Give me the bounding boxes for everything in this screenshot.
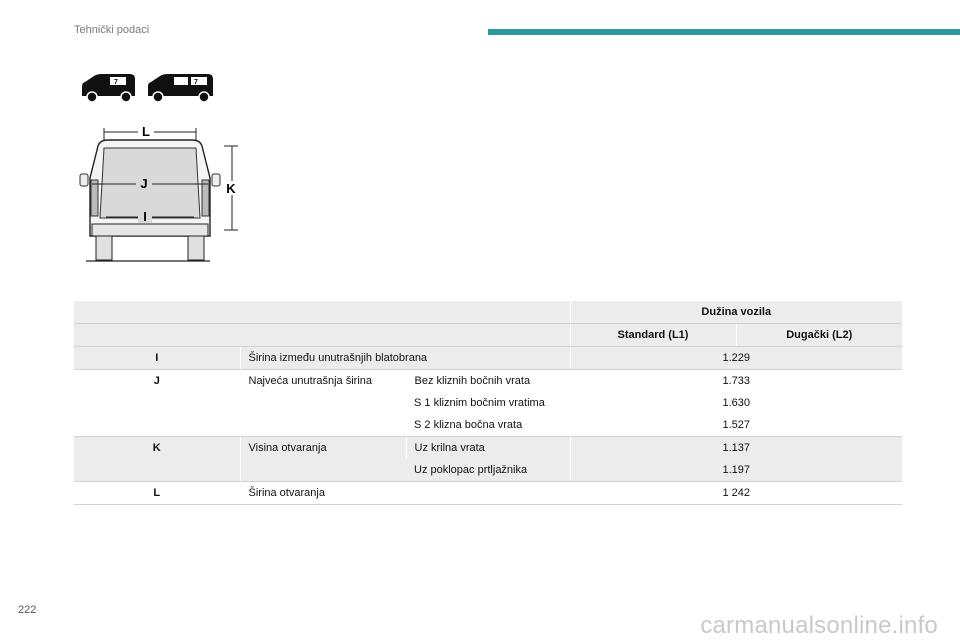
section-title: Tehnički podaci xyxy=(74,24,150,36)
svg-text:7: 7 xyxy=(194,79,198,86)
row-code: J xyxy=(74,370,240,437)
row-value: 1.630 xyxy=(570,392,902,414)
row-sub-label: Uz krilna vrata xyxy=(406,437,570,460)
row-sub-label: S 2 klizna bočna vrata xyxy=(406,414,570,437)
vehicle-length-header: Dužina vozila xyxy=(570,301,902,324)
row-value: 1.527 xyxy=(570,414,902,437)
header-accent-bar xyxy=(488,29,960,35)
dimensions-table xyxy=(74,301,902,505)
row-value: 1.137 xyxy=(570,437,902,460)
van-short-icon xyxy=(82,74,135,102)
watermark-link[interactable]: carmanualsonline.info xyxy=(700,612,938,639)
dim-label-l: L xyxy=(142,124,150,139)
table-subheader-row xyxy=(74,324,902,347)
row-value: 1.229 xyxy=(570,347,902,370)
col-standard-header: Standard (L1) xyxy=(570,324,736,347)
row-value: 1 242 xyxy=(570,482,902,505)
row-sub-label: Uz poklopac prtljažnika xyxy=(406,459,570,482)
row-code: K xyxy=(74,437,240,482)
table-row xyxy=(74,347,902,370)
row-description: Širina između unutrašnjih blatobrana xyxy=(240,347,570,370)
van-long-icon xyxy=(148,74,213,102)
table-header-row xyxy=(74,301,902,324)
table-row xyxy=(74,370,902,393)
page-number: 222 xyxy=(18,604,37,616)
dim-label-i: I xyxy=(143,209,147,224)
row-code: I xyxy=(74,347,240,370)
row-code: L xyxy=(74,482,240,505)
svg-text:7: 7 xyxy=(114,79,118,86)
row-value: 1.733 xyxy=(570,370,902,393)
van-pictograms xyxy=(80,70,220,106)
row-sub-label: S 1 kliznim bočnim vratima xyxy=(414,397,545,409)
rear-dimension-diagram xyxy=(72,118,242,266)
dim-label-j: J xyxy=(140,176,148,191)
col-long-header: Dugački (L2) xyxy=(736,324,902,347)
row-sub-label: Bez kliznih bočnih vrata xyxy=(406,370,570,393)
row-description: Najveća unutrašnja širina xyxy=(240,370,406,437)
table-row xyxy=(74,437,902,460)
row-value: 1.197 xyxy=(570,459,902,482)
dim-label-k: K xyxy=(226,181,236,196)
row-description: Visina otvaranja xyxy=(240,437,406,482)
table-row xyxy=(74,482,902,505)
row-description: Širina otvaranja xyxy=(240,482,570,505)
